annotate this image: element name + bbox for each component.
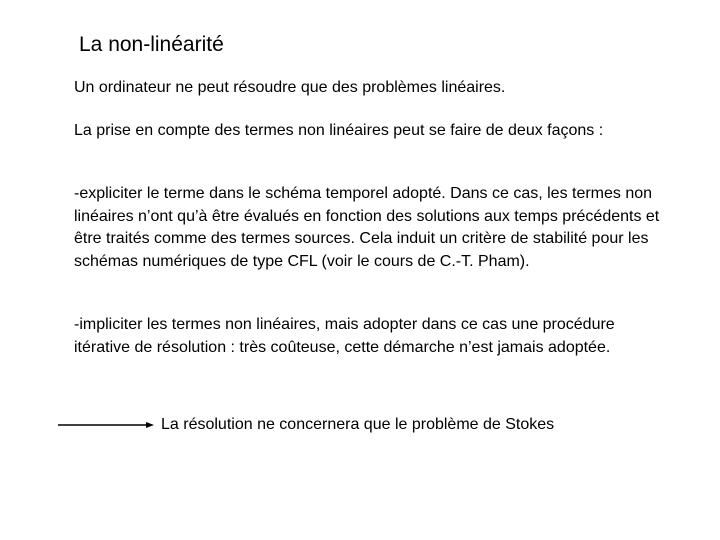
conclusion-text: La résolution ne concernera que le problème de Stokes <box>161 416 555 433</box>
slide-title: La non-linéarité <box>79 33 224 56</box>
paragraph-two-approaches: La prise en compte des termes non linéaires peut se faire de deux façons : <box>74 122 604 139</box>
paragraph-explicit-approach: -expliciter le terme dans le schéma temporel adopté. Dans ce cas, les termes non linéaires n’ont qu’à être évalués en fonction des solutions aux temps précédents et être traités comme des termes sources. Cela induit un critère de stabilité pour les schémas numériques de type CFL (voir le cours de C.-T. Pham). <box>74 185 660 270</box>
conclusion <box>58 413 554 437</box>
right-arrow-icon <box>58 419 154 431</box>
paragraph-linear-problems: Un ordinateur ne peut résoudre que des problèmes linéaires. <box>74 79 506 96</box>
paragraph-implicit-approach: -impliciter les termes non linéaires, mais adopter dans ce cas une procédure itérative de résolution : très coûteuse, cette démarche n’est jamais adoptée. <box>74 316 615 356</box>
